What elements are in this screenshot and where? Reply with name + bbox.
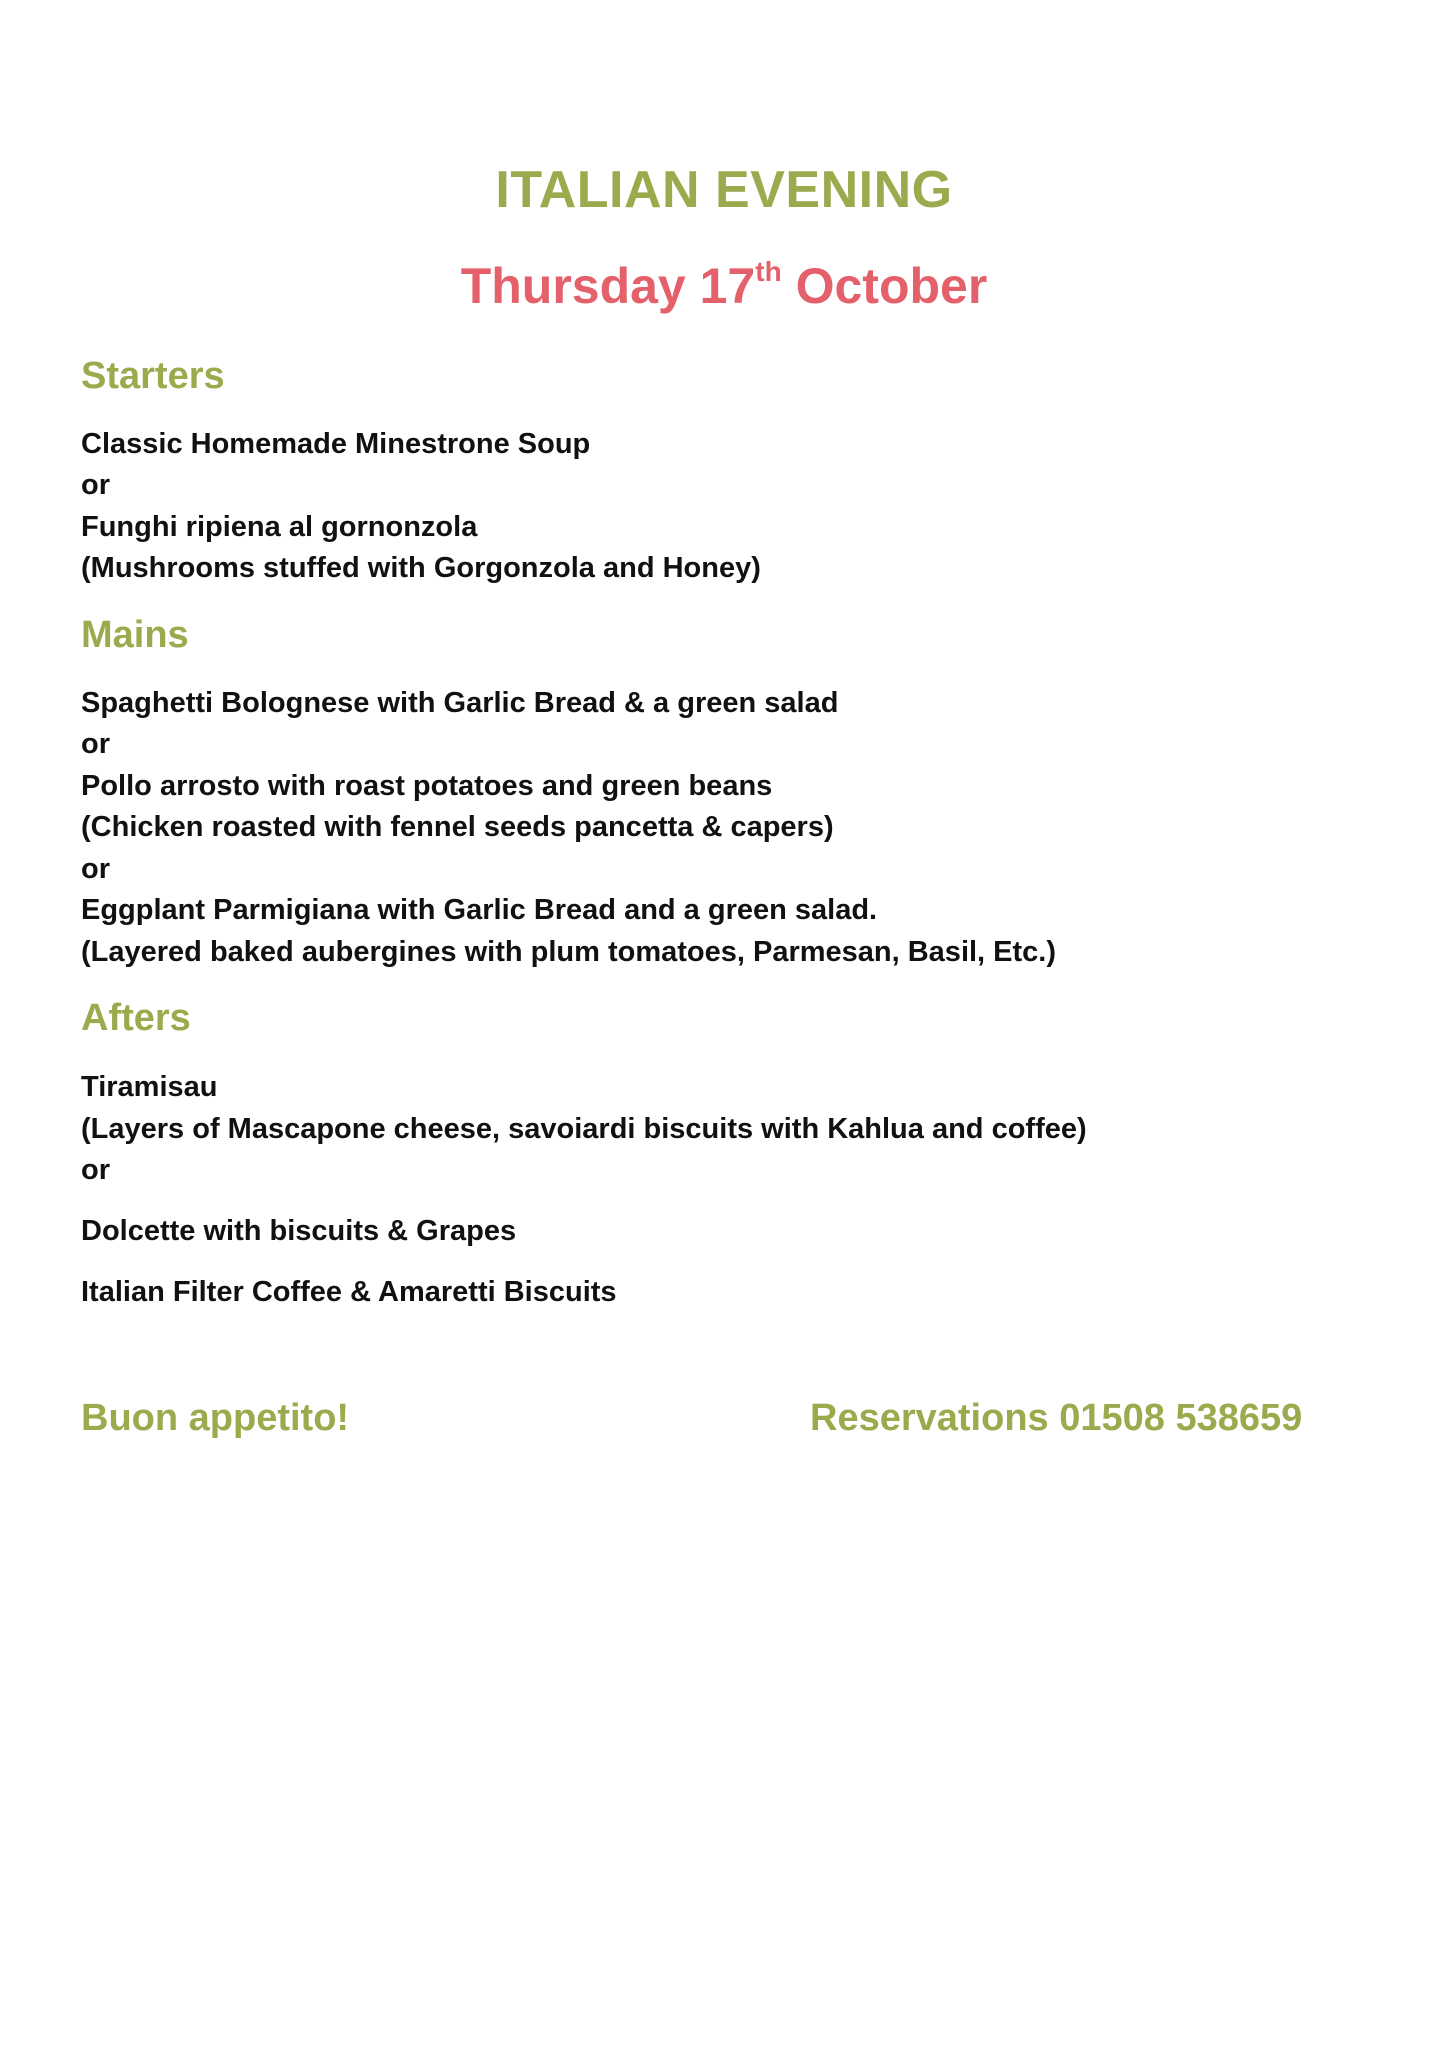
afters-item: Tiramisau: [81, 1071, 218, 1103]
starters-item: Funghi ripiena al gornonzola: [81, 511, 478, 543]
mains-description: (Chicken roasted with fennel seeds pancetta & capers): [81, 811, 834, 843]
starters-item: Classic Homemade Minestrone Soup: [81, 428, 591, 460]
mains-item: Spaghetti Bolognese with Garlic Bread & a green salad: [81, 687, 839, 719]
event-date-month: October: [795, 258, 988, 314]
mains-item: Pollo arrosto with roast potatoes and green beans: [81, 770, 773, 802]
mains-or: or: [81, 853, 110, 885]
event-date: [0, 257, 1448, 315]
starters-or: or: [81, 469, 110, 501]
reservations-phone: Reservations 01508 538659: [810, 1397, 1303, 1439]
afters-item: Italian Filter Coffee & Amaretti Biscuits: [81, 1276, 617, 1308]
starters-heading: Starters: [81, 355, 225, 397]
afters-or: or: [81, 1154, 110, 1186]
starters-description: (Mushrooms stuffed with Gorgonzola and Honey): [81, 552, 761, 584]
mains-or: or: [81, 728, 110, 760]
mains-item: Eggplant Parmigiana with Garlic Bread and a green salad.: [81, 894, 878, 926]
afters-heading: Afters: [81, 997, 191, 1039]
afters-description: (Layers of Mascapone cheese, savoiardi biscuits with Kahlua and coffee): [81, 1113, 1087, 1145]
afters-item: Dolcette with biscuits & Grapes: [81, 1215, 517, 1247]
event-date-suffix: th: [755, 256, 782, 287]
footer-greeting: Buon appetito!: [81, 1397, 350, 1439]
mains-heading: Mains: [81, 614, 189, 656]
event-date-day: Thursday 17: [460, 258, 756, 314]
mains-description: (Layered baked aubergines with plum tomatoes, Parmesan, Basil, Etc.): [81, 936, 1057, 968]
page-title: ITALIAN EVENING: [495, 161, 953, 219]
